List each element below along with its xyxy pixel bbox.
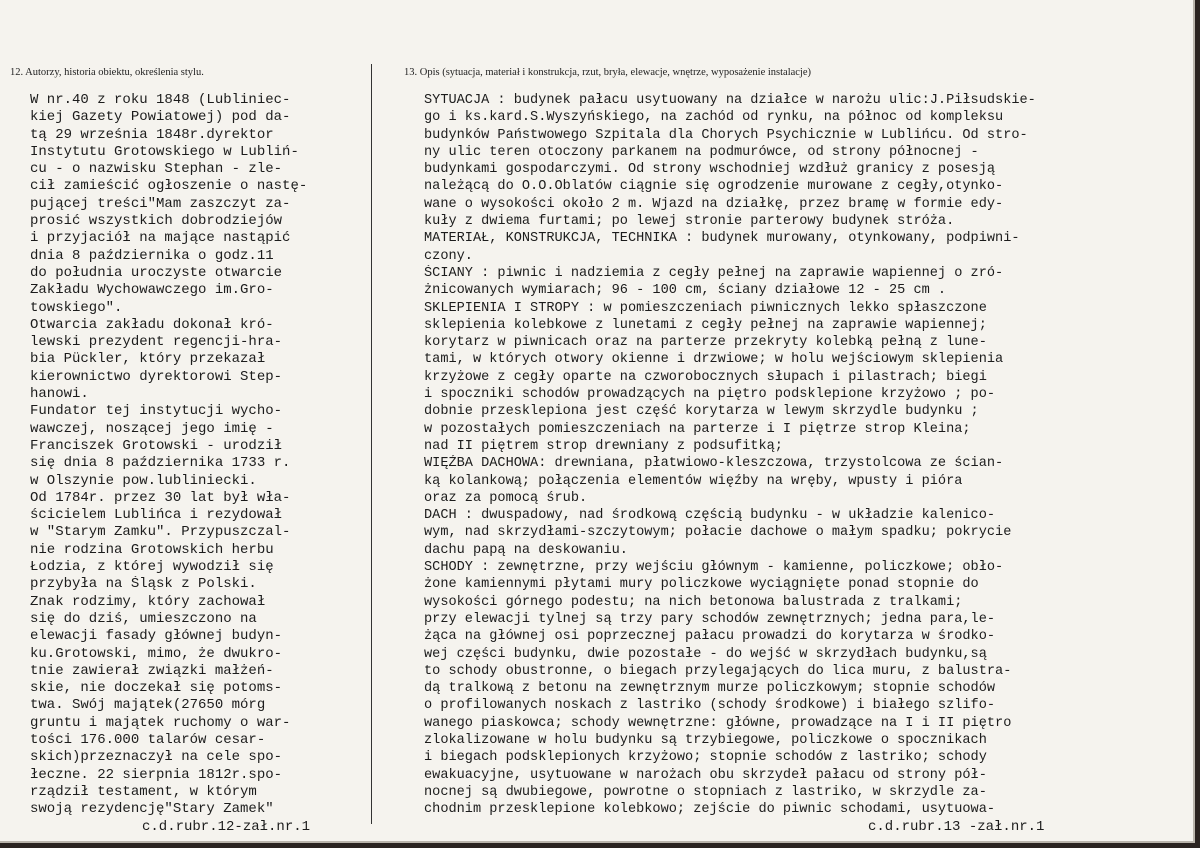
section-13-text-line: wane o wysokości około 2 m. Wjazd na działkę, przez bramę w formie edy- bbox=[424, 196, 1004, 212]
section-13-text-line: o profilowanych noskach z lastriko (schody środkowe) i białego szlifo- bbox=[424, 698, 996, 714]
section-12-text bbox=[30, 92, 365, 818]
section-13-text-line: go i ks.kard.S.Wyszyńskiego, na zachód od rynku, na północ od kompleksu bbox=[424, 110, 1004, 126]
section-12-text-line: tnie zawierał związki małżeń- bbox=[30, 662, 274, 679]
section-12-continuation-note: c.d.rubr.12-zał.nr.1 bbox=[142, 819, 311, 835]
section-13-text-line: żąca na głównej osi poprzecznej pałacu prowadzi do korytarza w środko- bbox=[424, 629, 996, 645]
section-13-text-line: i biegach podsklepionych krzyżowo; stopnie schodów z lastriko; schody bbox=[424, 750, 987, 766]
section-12-text-line: się dnia 8 października 1733 r. bbox=[30, 455, 291, 472]
section-12-text-line: kierownictwo dyrektorowi Step- bbox=[30, 368, 283, 385]
section-12-text-line: elewacji fasady głównej budyn- bbox=[30, 628, 283, 645]
section-13-text-line: tami, w których otwory okienne i drzwiowe; w holu wejściowym sklepienia bbox=[424, 352, 1004, 368]
section-13-text-line: krzyżowe z cegły oparte na czworobocznych słupach i pilastrach; biegi bbox=[424, 369, 987, 385]
section-12-text-line: tości 176.000 talarów cesar- bbox=[30, 731, 266, 748]
section-12-text-line: wawczej, noszącej jego imię - bbox=[30, 420, 274, 437]
section-12-text-line: Od 1784r. przez 30 lat był wła- bbox=[30, 489, 291, 506]
section-12-text-line: dnia 8 października o godz.11 bbox=[30, 247, 274, 264]
section-13-text-line: oraz za pomocą śrub. bbox=[424, 490, 588, 506]
section-13-text-line: wej części budynku, dwie pozostałe - do wejść w skrzydłach budynku,są bbox=[424, 646, 987, 662]
section-12-text-line: tą 29 września 1848r.dyrektor bbox=[30, 126, 274, 143]
section-12-text-line: hanowi. bbox=[30, 386, 89, 403]
section-13-text-line: żone kamiennymi płytami mury policzkowe wyciągnięte ponad stopnie do bbox=[424, 577, 979, 593]
section-13-text-line: wysokości górnego podestu; na nich betonowa balustrada z tralkami; bbox=[424, 594, 963, 610]
section-12-text-line: Łodzia, z której wywodził się bbox=[30, 559, 274, 576]
section-13-text-line: SYTUACJA : budynek pałacu usytuowany na działce w narożu ulic:J.Piłsudskie- bbox=[424, 93, 1036, 108]
section-13-text-line: budynkami gospodarczymi. Od strony wschodniej wzdłuż granicy z posesją bbox=[424, 162, 996, 178]
section-12-text-line: swoją rezydencję"Stary Zamek" bbox=[30, 801, 274, 818]
section-12-text-line: się do dziś, umieszczono na bbox=[30, 610, 257, 627]
section-12-text-line: Otwarcia zakładu dokonał kró- bbox=[30, 316, 274, 333]
section-13-text-line: korytarz w piwnicach oraz na parterze przekryty kolebką pełną z lune- bbox=[424, 335, 987, 351]
section-12-text-line: cił zamieścić ogłoszenie o nastę- bbox=[30, 178, 308, 195]
section-12-text-line: twa. Swój majątek(27650 mórg bbox=[30, 697, 266, 714]
section-12-text-line: w "Starym Zamku". Przypuszczal- bbox=[30, 524, 291, 541]
section-12-text-line: w Olszynie pow.lubliniecki. bbox=[30, 472, 257, 489]
section-13-text-line: żnicowanych wymiarach; 96 - 100 cm, ściany działowe 12 - 25 cm . bbox=[424, 283, 947, 299]
section-12-text-line: kiej Gazety Powiatowej) pod da- bbox=[30, 109, 291, 126]
section-12-text-line: Znak rodzimy, który zachował bbox=[30, 593, 266, 610]
section-13-text bbox=[424, 92, 1184, 818]
section-13-text-line: SCHODY : zewnętrzne, przy wejściu głównym - kamienne, policzkowe; obło- bbox=[424, 560, 1004, 576]
section-13-text-line: MATERIAŁ, KONSTRUKCJA, TECHNIKA : budynek murowany, otynkowany, podpiwni- bbox=[424, 231, 1020, 247]
section-13-text-line: nad II piętrem strop drewniany z podsufitką; bbox=[424, 438, 783, 454]
section-13-text-line: nocnej są dwubiegowe, powrotne o stopniach z lastriko, w skrzydle za- bbox=[424, 784, 987, 800]
section-12-text-line: i przyjaciół na mające nastąpić bbox=[30, 230, 291, 247]
section-12-text-line: skie, nie doczekał się potoms- bbox=[30, 680, 283, 697]
section-13-text-line: ny ulic teren otoczony parkanem na podmurówce, od strony północnej - bbox=[424, 144, 979, 160]
section-12-text-line: Fundator tej instytucji wycho- bbox=[30, 403, 283, 420]
section-12-header: 12. Autorzy, historia obiektu, określenia stylu. bbox=[10, 67, 204, 78]
section-12-text-line: cu - o nazwisku Stephan - zle- bbox=[30, 161, 283, 178]
section-12-text-line: W nr.40 z roku 1848 (Lubliniec- bbox=[30, 92, 291, 108]
section-13-text-line: budynków Państwowego Szpitala dla Chorych Psychicznie w Lublińcu. Od stro- bbox=[424, 127, 1028, 143]
section-13-text-line: sklepienia kolebkowe z lunetami z cegły pełnej na zaprawie wapiennej; bbox=[424, 317, 987, 333]
section-12-text-line: Instytutu Grotowskiego w Lubliń- bbox=[30, 143, 299, 160]
section-13-text-line: ewakuacyjne, usytuowane w narożach obu skrzydeł pałacu od strony pół- bbox=[424, 767, 987, 783]
section-12-text-line: skich)przeznaczył na cele spo- bbox=[30, 749, 283, 766]
section-13-text-line: wym, nad skrzydłami-szczytowym; połacie dachowe o małym spadku; pokrycie bbox=[424, 525, 1012, 541]
section-12-text-line: Zakładu Wychowawczego im.Gro- bbox=[30, 282, 274, 299]
section-13-text-line: dobnie przesklepiona jest część korytarza w lewym skrzydle budynku ; bbox=[424, 404, 979, 420]
section-13-text-line: przy elewacji tylnej są trzy pary schodów zewnętrznych; jedna para,le- bbox=[424, 611, 996, 627]
section-12-text-line: łeczne. 22 sierpnia 1812r.spo- bbox=[30, 766, 283, 783]
section-12-text-line: towskiego". bbox=[30, 299, 123, 316]
section-13-text-line: dachu papą na deskowaniu. bbox=[424, 542, 628, 558]
section-12-text-line: ścicielem Lublińca i rezydował bbox=[30, 507, 283, 524]
section-13-text-line: zlokalizowane w holu budynku są trzybiegowe, policzkowe o spocznikach bbox=[424, 732, 987, 748]
section-13-text-line: chodnim przesklepione kolebkowo; zejście do piwnic schodami, usytuowa- bbox=[424, 802, 996, 818]
section-13-continuation-note: c.d.rubr.13 -zał.nr.1 bbox=[868, 819, 1045, 835]
section-12-text-line: pującej treści"Mam zaszczyt za- bbox=[30, 195, 291, 212]
section-13-text-line: w pozostałych pomieszczeniach na parterze i I piętrze strop Kleina; bbox=[424, 421, 971, 437]
section-12-text-line: lewski prezydent regencji-hra- bbox=[30, 334, 283, 351]
section-13-text-line: DACH : dwuspadowy, nad środkową częścią budynku - w układzie kalenico- bbox=[424, 508, 996, 524]
section-13-text-line: SKLEPIENIA I STROPY : w pomieszczeniach piwnicznych lekko spłaszczone bbox=[424, 300, 987, 316]
section-13-text-line: czony. bbox=[424, 248, 473, 264]
section-13-text-line: ką kolankową; połączenia elementów więźby na wręby, wpusty i pióra bbox=[424, 473, 963, 489]
section-12-text-line: nie rodzina Grotowskich herbu bbox=[30, 541, 274, 558]
section-13-text-line: to schody obustronne, o biegach przylegających do lica muru, z balustra- bbox=[424, 663, 1012, 679]
section-13-text-line: i spoczniki schodów prowadzących na piętro podsklepione krzyżowo ; po- bbox=[424, 387, 996, 403]
section-12-text-line: bia Pückler, który przekazał bbox=[30, 351, 266, 368]
section-12-text-line: ku.Grotowski, mimo, że dwukro- bbox=[30, 645, 283, 662]
section-12-text-line: rządził testament, w którym bbox=[30, 783, 257, 800]
section-12-text-line: Franciszek Grotowski - urodził bbox=[30, 437, 283, 454]
section-13-text-line: dą tralkową z betonu na zewnętrznym murze policzkowym; stopnie schodów bbox=[424, 681, 996, 697]
column-divider bbox=[371, 64, 372, 824]
section-13-text-line: ŚCIANY : piwnic i nadziemia z cegły pełnej na zaprawie wapiennej o zró- bbox=[424, 265, 1004, 281]
section-13-text-line: wanego piaskowca; schody wewnętrzne: główne, prowadzące na I i II piętro bbox=[424, 715, 1012, 731]
section-13-text-line: kuły z dwiema furtami; po lewej stronie parterowy budynek stróża. bbox=[424, 214, 955, 230]
section-12-text-line: prosić wszystkich dobrodziejów bbox=[30, 213, 283, 230]
section-12-text-line: przybyła na Śląsk z Polski. bbox=[30, 576, 257, 593]
section-13-text-line: WIĘŹBA DACHOWA: drewniana, płatwiowo-kleszczowa, trzystolcowa ze ścian- bbox=[424, 456, 1004, 472]
section-12-text-line: do południa uroczyste otwarcie bbox=[30, 264, 283, 281]
section-13-header: 13. Opis (sytuacja, materiał i konstrukcja, rzut, bryła, elewacje, wnętrze, wyposażenie instalacje) bbox=[404, 67, 812, 78]
section-12-text-line: gruntu i majątek ruchomy o war- bbox=[30, 714, 291, 731]
section-13-text-line: należącą do O.O.Oblatów ciągnie się ogrodzenie murowane z cegły,otynko- bbox=[424, 179, 1004, 195]
